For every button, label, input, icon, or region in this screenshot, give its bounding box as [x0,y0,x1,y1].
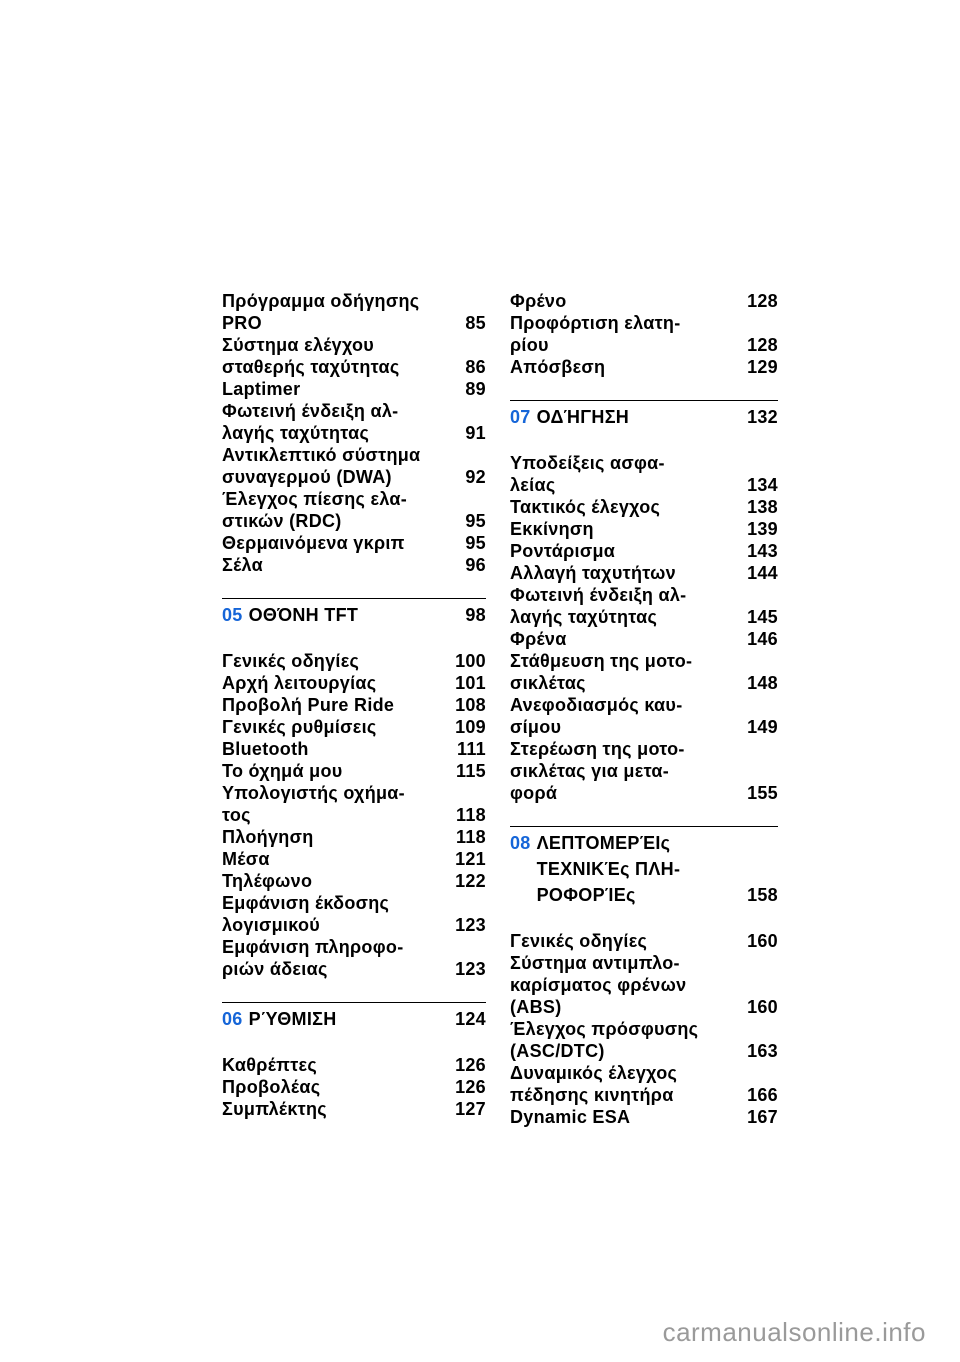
toc-entry-line [222,760,486,782]
toc-entry-line [222,958,486,980]
toc-entry-text: Μέσα [222,849,270,869]
toc-entry-text: λαγής ταχύτητας [510,607,658,627]
toc-entry[interactable] [222,554,486,576]
toc-entry-text: Φρένα [510,629,567,649]
toc-entry-line [222,650,486,672]
toc-entry-text: Εμφάνιση έκδοσης [222,893,390,913]
toc-page-number: 86 [465,357,486,377]
section-07-header[interactable] [510,400,778,430]
toc-entry-text: Αρχή λειτουργίας [222,673,377,693]
toc-page-number: 166 [747,1085,778,1105]
toc-entry-line [222,738,486,760]
toc-page-number: 145 [747,607,778,627]
toc-entry[interactable] [510,356,778,378]
toc-entry[interactable] [510,694,778,738]
toc-entry[interactable] [510,930,778,952]
toc-page-number: 146 [747,629,778,649]
toc-page-number: 167 [747,1107,778,1127]
toc-page-number: 100 [455,651,486,671]
toc-entry-line [222,444,486,466]
toc-entry-text: καρίσματος φρένων [510,975,687,995]
toc-column-right [510,290,778,1128]
toc-entry[interactable] [222,738,486,760]
toc-entry-text: Σύστημα ελέγχου [222,335,375,355]
toc-entry[interactable] [510,1106,778,1128]
section-page-number: 132 [747,407,778,427]
section-title-wrap [510,856,680,882]
toc-page-number: 149 [747,717,778,737]
toc-entry-line [510,760,778,782]
toc-entry-text: Ροντάρισμα [510,541,616,561]
toc-entry-line [510,540,778,562]
toc-group-right-c [510,930,778,1128]
toc-entry[interactable] [510,562,778,584]
toc-entry-text: λείας [510,475,556,495]
toc-entry-line [222,936,486,958]
toc-entry-text: λαγής ταχύτητας [222,423,370,443]
toc-page-number: 123 [455,959,486,979]
toc-entry-text: Laptimer [222,379,301,399]
toc-page-number: 128 [747,291,778,311]
toc-entry[interactable] [510,738,778,804]
toc-entry-text: Το όχημά μου [222,761,343,781]
toc-entry-line [222,422,486,444]
section-title-line [510,830,778,856]
toc-page-number: 126 [455,1055,486,1075]
toc-entry-text: Θερμαινόμενα γκριπ [222,533,405,553]
toc-entry[interactable] [510,1018,778,1062]
toc-page-number: 160 [747,997,778,1017]
toc-entry-line [222,804,486,826]
toc-entry-line [222,378,486,400]
toc-entry-text: σικλέτας για μετα- [510,761,670,781]
toc-entry[interactable] [222,672,486,694]
toc-page-number: 115 [456,761,486,781]
toc-entry-line [222,870,486,892]
toc-entry-line [222,488,486,510]
toc-entry-line [510,518,778,540]
toc-entry-text: Ανεφοδιασμός καυ- [510,695,683,715]
toc-entry-line [510,650,778,672]
toc-entry[interactable] [510,290,778,312]
section-number: 05 [222,605,243,625]
toc-page-number: 121 [455,849,486,869]
toc-entry-text: Υπολογιστής οχήμα- [222,783,405,803]
section-title-wrap [510,830,670,856]
toc-entry-text: Δυναμικός έλεγχος [510,1063,678,1083]
toc-group-left-b [222,650,486,980]
toc-entry-line [222,892,486,914]
toc-entry-text: (ASC/DTC) [510,1041,605,1061]
toc-entry-line [222,914,486,936]
toc-entry-line [510,672,778,694]
toc-entry[interactable] [222,1054,486,1076]
toc-page-number: 91 [465,423,486,443]
toc-entry-line [222,826,486,848]
toc-entry-line [510,716,778,738]
toc-page-number: 160 [747,931,778,951]
toc-entry-line [510,738,778,760]
toc-entry-text: Εκκίνηση [510,519,594,539]
toc-entry-line [510,694,778,716]
toc-page-number: 85 [465,313,486,333]
toc-entry[interactable] [510,496,778,518]
section-title-wrap [222,602,358,628]
toc-entry-text: συναγερμού (DWA) [222,467,392,487]
toc-column-left [222,290,486,1120]
toc-entry-line [222,716,486,738]
toc-page-number: 127 [455,1099,486,1119]
toc-entry-line [222,554,486,576]
toc-entry-text: Έλεγχος πρόσφυσης [510,1019,699,1039]
toc-page-number: 118 [456,805,486,825]
toc-group-right-b [510,452,778,804]
toc-entry-line [222,510,486,532]
toc-entry-line [222,694,486,716]
toc-page-number: 95 [465,511,486,531]
toc-entry-text: Γενικές ρυθμίσεις [222,717,377,737]
toc-page-number: 148 [747,673,778,693]
toc-entry-line [510,1084,778,1106]
section-title-line [510,882,778,908]
section-number: 08 [510,833,531,853]
section-title-wrap [510,882,636,908]
section-title-line [222,1006,486,1032]
toc-entry[interactable] [222,826,486,848]
section-title: ΡΎΘΜΙΣΗ [248,1009,337,1029]
toc-entry-line [510,1062,778,1084]
toc-entry-line [510,1106,778,1128]
toc-entry-text: ρίου [510,335,549,355]
toc-entry-line [510,562,778,584]
section-08-header[interactable] [510,826,778,908]
toc-entry[interactable] [510,584,778,628]
section-title: ΟΘΌΝΗ TFT [248,605,359,625]
section-05-header[interactable] [222,598,486,628]
toc-entry-line [510,452,778,474]
toc-page-number: 123 [455,915,486,935]
section-title-wrap [510,404,629,430]
toc-page-number: 144 [747,563,778,583]
toc-entry-line [510,930,778,952]
section-title: ΡΟΦΟΡΊΕς [536,885,636,905]
toc-entry-line [510,312,778,334]
toc-page-number: 109 [455,717,486,737]
toc-page-number: 138 [747,497,778,517]
toc-entry[interactable] [510,628,778,650]
toc-entry[interactable] [222,848,486,870]
toc-page-number: 95 [465,533,486,553]
toc-entry-text: Προβολέας [222,1077,321,1097]
toc-entry-text: Αλλαγή ταχυτήτων [510,563,676,583]
toc-entry[interactable] [222,716,486,738]
toc-entry-line [222,782,486,804]
toc-entry-line [510,356,778,378]
toc-entry-text: Προφόρτιση ελατη- [510,313,681,333]
toc-entry-line [222,1076,486,1098]
toc-entry[interactable] [510,518,778,540]
toc-entry-line [222,334,486,356]
toc-entry-text: PRO [222,313,262,333]
toc-entry-text: Έλεγχος πίεσης ελα- [222,489,408,509]
section-title-line [510,404,778,430]
toc-entry[interactable] [222,936,486,980]
toc-entry-line [222,290,486,312]
toc-entry-text: Καθρέπτες [222,1055,318,1075]
toc-entry-text: ριών άδειας [222,959,328,979]
section-number: 07 [510,407,531,427]
toc-entry-text: Φωτεινή ένδειξη αλ- [510,585,687,605]
toc-entry-text: Υποδείξεις ασφα- [510,453,665,473]
toc-group-left-c [222,1054,486,1120]
toc-entry-text: στικών (RDC) [222,511,342,531]
toc-group-left-a [222,290,486,576]
toc-entry-line [222,1054,486,1076]
toc-entry-line [510,628,778,650]
toc-entry-text: Πλοήγηση [222,827,314,847]
toc-page-number: 143 [747,541,778,561]
toc-entry-text: Πρόγραμμα οδήγησης [222,291,420,311]
toc-entry-line [510,952,778,974]
toc-entry[interactable] [222,334,486,378]
toc-entry-line [510,996,778,1018]
toc-entry[interactable] [510,952,778,1018]
toc-entry-text: Αντικλεπτικό σύστημα [222,445,421,465]
toc-page-number: 89 [465,379,486,399]
toc-entry-text: Τακτικός έλεγχος [510,497,661,517]
toc-entry[interactable] [510,312,778,356]
toc-entry-text: Dynamic ESA [510,1107,631,1127]
toc-entry-line [510,1040,778,1062]
toc-page-number: 155 [747,783,778,803]
watermark: carmanualsonline.info [662,1317,926,1347]
toc-entry-text: Φρένο [510,291,567,311]
toc-entry-text: Στερέωση της μοτο- [510,739,685,759]
toc-entry[interactable] [222,378,486,400]
toc-page-number: 128 [747,335,778,355]
toc-entry-text: (ABS) [510,997,562,1017]
toc-page-number: 92 [465,467,486,487]
section-page-number: 124 [455,1009,486,1029]
toc-page-number: 96 [465,555,486,575]
toc-entry-text: πέδησης κινητήρα [510,1085,674,1105]
toc-entry-text: Γενικές οδηγίες [510,931,648,951]
toc-entry[interactable] [222,290,486,334]
toc-entry-line [222,1098,486,1120]
section-page-number: 158 [747,885,778,905]
toc-entry[interactable] [222,694,486,716]
toc-entry[interactable] [222,760,486,782]
toc-entry-text: Απόσβεση [510,357,606,377]
toc-entry-line [222,532,486,554]
toc-entry[interactable] [222,488,486,532]
toc-entry-line [510,1018,778,1040]
toc-entry-text: σταθερής ταχύτητας [222,357,400,377]
toc-entry[interactable] [222,532,486,554]
section-title: ΛΕΠΤΟΜΕΡΈΙς [536,833,671,853]
toc-entry-text: Εμφάνιση πληροφο- [222,937,404,957]
toc-entry-line [510,334,778,356]
section-title-line [510,856,778,882]
toc-entry-line [222,400,486,422]
toc-entry[interactable] [222,650,486,672]
toc-entry-text: σικλέτας [510,673,586,693]
toc-entry-text: τος [222,805,251,825]
toc-entry[interactable] [222,1076,486,1098]
toc-entry[interactable] [222,400,486,444]
toc-entry-text: Bluetooth [222,739,309,759]
section-title: ΤΕΧΝΙΚΈς ΠΛΗ- [536,859,681,879]
toc-group-right-a [510,290,778,378]
toc-page-number: 163 [747,1041,778,1061]
toc-page-number: 101 [455,673,486,693]
toc-entry-line [510,584,778,606]
toc-entry[interactable] [222,782,486,826]
toc-entry[interactable] [510,540,778,562]
toc-entry-text: Προβολή Pure Ride [222,695,395,715]
toc-entry-line [222,672,486,694]
toc-entry-text: Σέλα [222,555,263,575]
toc-entry-text: Γενικές οδηγίες [222,651,360,671]
toc-entry-line [222,848,486,870]
toc-entry-line [510,782,778,804]
toc-entry-text: Σύστημα αντιμπλο- [510,953,680,973]
toc-entry-line [222,466,486,488]
toc-entry-line [510,974,778,996]
toc-entry[interactable] [222,1098,486,1120]
section-06-header[interactable] [222,1002,486,1032]
toc-entry-line [222,312,486,334]
toc-entry-line [510,474,778,496]
toc-entry-line [222,356,486,378]
toc-entry[interactable] [222,892,486,936]
toc-entry-text: Τηλέφωνο [222,871,313,891]
toc-page-number: 122 [455,871,486,891]
section-number: 06 [222,1009,243,1029]
toc-entry[interactable] [510,452,778,496]
toc-entry[interactable] [510,650,778,694]
toc-entry-text: Συμπλέκτης [222,1099,327,1119]
section-title-line [222,602,486,628]
toc-entry-text: φορά [510,783,558,803]
toc-entry[interactable] [222,870,486,892]
toc-entry-text: Στάθμευση της μοτο- [510,651,693,671]
toc-page-number: 129 [747,357,778,377]
toc-page-number: 134 [747,475,778,495]
toc-entry-text: λογισμικού [222,915,321,935]
section-page-number: 98 [465,605,486,625]
toc-page-number: 118 [456,827,486,847]
toc-entry-text: Φωτεινή ένδειξη αλ- [222,401,399,421]
toc-entry-line [510,496,778,518]
toc-entry-text: σίμου [510,717,562,737]
toc-entry-line [510,606,778,628]
toc-page-number: 111 [457,739,486,759]
section-title: ΟΔΉΓΗΣΗ [536,407,630,427]
toc-page-number: 126 [455,1077,486,1097]
toc-entry[interactable] [222,444,486,488]
toc-page-number: 139 [747,519,778,539]
toc-entry[interactable] [510,1062,778,1106]
section-title-wrap [222,1006,337,1032]
toc-entry-line [510,290,778,312]
toc-page-number: 108 [455,695,486,715]
